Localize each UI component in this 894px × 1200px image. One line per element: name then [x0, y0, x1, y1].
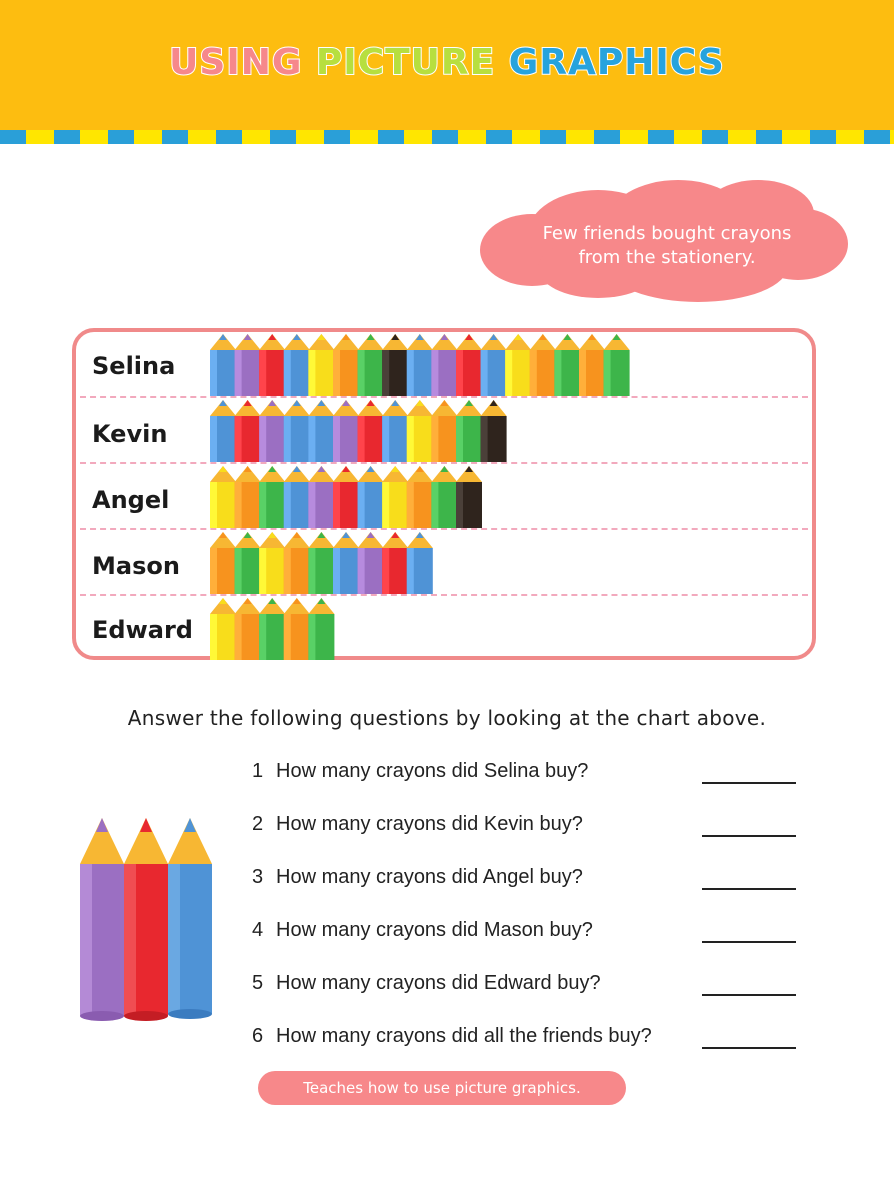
- crayon-icon: [308, 334, 334, 396]
- crayons-illustration: [74, 812, 224, 1024]
- instructions-text: Answer the following questions by looking at the chart above.: [127, 706, 767, 730]
- decorative-stripe: [0, 130, 894, 144]
- question-text: How many crayons did Kevin buy?: [276, 813, 583, 835]
- crayon-row-edward: [210, 598, 650, 660]
- crayon-icon: [308, 532, 334, 594]
- crayon-icon: [235, 598, 261, 660]
- crayon-icon: [235, 532, 261, 594]
- question-item: [252, 813, 812, 843]
- crayon-icon: [284, 532, 310, 594]
- answer-line[interactable]: [702, 1047, 796, 1049]
- crayon-icon: [235, 334, 261, 396]
- crayon-icon: [210, 532, 236, 594]
- crayon-icon: [358, 466, 384, 528]
- answer-line[interactable]: [702, 888, 796, 890]
- crayon-row-selina: [210, 334, 650, 396]
- question-item: [252, 760, 812, 790]
- answer-line[interactable]: [702, 835, 796, 837]
- crayon-icon: [481, 400, 507, 462]
- crayon-icon: [259, 532, 285, 594]
- chart-row: [76, 332, 812, 398]
- crayon-icon: [235, 400, 261, 462]
- crayon-icon: [284, 334, 310, 396]
- crayon-icon: [235, 466, 261, 528]
- crayon-icon: [456, 466, 482, 528]
- cloud-line-2: from the stationery.: [578, 247, 756, 268]
- crayon-icon: [358, 532, 384, 594]
- pictograph-chart: [72, 328, 816, 660]
- crayon-row-kevin: [210, 400, 650, 462]
- question-item: [252, 972, 812, 1002]
- question-item: [252, 1025, 812, 1055]
- crayon-icon: [308, 400, 334, 462]
- crayon-icon: [210, 598, 236, 660]
- answer-line[interactable]: [702, 994, 796, 996]
- crayon-icon: [259, 400, 285, 462]
- crayon-icon: [407, 466, 433, 528]
- answer-line[interactable]: [702, 782, 796, 784]
- page-title: [0, 42, 894, 83]
- crayon-icon: [481, 334, 507, 396]
- answer-line[interactable]: [702, 941, 796, 943]
- crayon-icon: [431, 400, 457, 462]
- footer-note: Teaches how to use picture graphics.: [258, 1071, 626, 1105]
- question-text: How many crayons did Mason buy?: [276, 919, 593, 941]
- crayon-icon: [284, 598, 310, 660]
- crayon-icon: [382, 334, 408, 396]
- row-label: Selina: [92, 352, 176, 380]
- question-text: How many crayons did Edward buy?: [276, 972, 601, 994]
- chart-row: [76, 398, 812, 464]
- question-item: [252, 866, 812, 896]
- row-label: Edward: [92, 616, 193, 644]
- question-number: 6: [252, 1025, 264, 1047]
- question-text: How many crayons did Angel buy?: [276, 866, 583, 888]
- title-part-using: USING: [169, 42, 316, 83]
- row-label: Kevin: [92, 420, 168, 448]
- crayon-icon: [308, 598, 334, 660]
- chart-row: [76, 464, 812, 530]
- crayon-icon: [259, 466, 285, 528]
- question-number: 1: [252, 760, 264, 782]
- row-label: Mason: [92, 552, 180, 580]
- question-text: How many crayons did all the friends buy?: [276, 1025, 652, 1047]
- crayon-icon: [505, 334, 531, 396]
- chart-row: [76, 596, 812, 660]
- title-part-graphics: GRAPHICS: [508, 42, 725, 83]
- question-text: How many crayons did Selina buy?: [276, 760, 589, 782]
- crayon-icon: [333, 334, 359, 396]
- crayon-icon: [456, 334, 482, 396]
- stripe-gap: [0, 144, 894, 148]
- crayon-icon: [554, 334, 580, 396]
- crayon-row-angel: [210, 466, 650, 528]
- crayon-icon: [210, 334, 236, 396]
- crayon-icon: [358, 334, 384, 396]
- row-label: Angel: [92, 486, 170, 514]
- title-part-picture: PICTURE: [315, 42, 509, 83]
- crayon-icon: [259, 334, 285, 396]
- purple-crayon-icon: [80, 818, 124, 1021]
- question-number: 3: [252, 866, 264, 888]
- crayon-icon: [431, 466, 457, 528]
- crayon-row-mason: [210, 532, 650, 594]
- crayon-icon: [210, 466, 236, 528]
- crayon-icon: [284, 466, 310, 528]
- crayon-icon: [333, 400, 359, 462]
- crayon-icon: [407, 532, 433, 594]
- crayon-icon: [456, 400, 482, 462]
- crayon-icon: [530, 334, 556, 396]
- red-crayon-icon: [124, 818, 168, 1021]
- chart-row: [76, 530, 812, 596]
- cloud-text: [500, 222, 834, 270]
- crayon-icon: [284, 400, 310, 462]
- crayon-icon: [358, 400, 384, 462]
- crayon-icon: [604, 334, 630, 396]
- crayon-icon: [259, 598, 285, 660]
- crayon-icon: [407, 334, 433, 396]
- crayon-icon: [210, 400, 236, 462]
- crayon-icon: [333, 466, 359, 528]
- blue-crayon-icon: [168, 818, 212, 1019]
- question-number: 2: [252, 813, 264, 835]
- crayon-icon: [382, 400, 408, 462]
- question-item: [252, 919, 812, 949]
- crayon-icon: [382, 532, 408, 594]
- crayon-icon: [431, 334, 457, 396]
- crayon-icon: [407, 400, 433, 462]
- question-number: 4: [252, 919, 264, 941]
- crayon-icon: [579, 334, 605, 396]
- crayon-icon: [333, 532, 359, 594]
- question-number: 5: [252, 972, 264, 994]
- crayon-icon: [382, 466, 408, 528]
- crayon-icon: [308, 466, 334, 528]
- cloud-line-1: Few friends bought crayons: [542, 223, 792, 244]
